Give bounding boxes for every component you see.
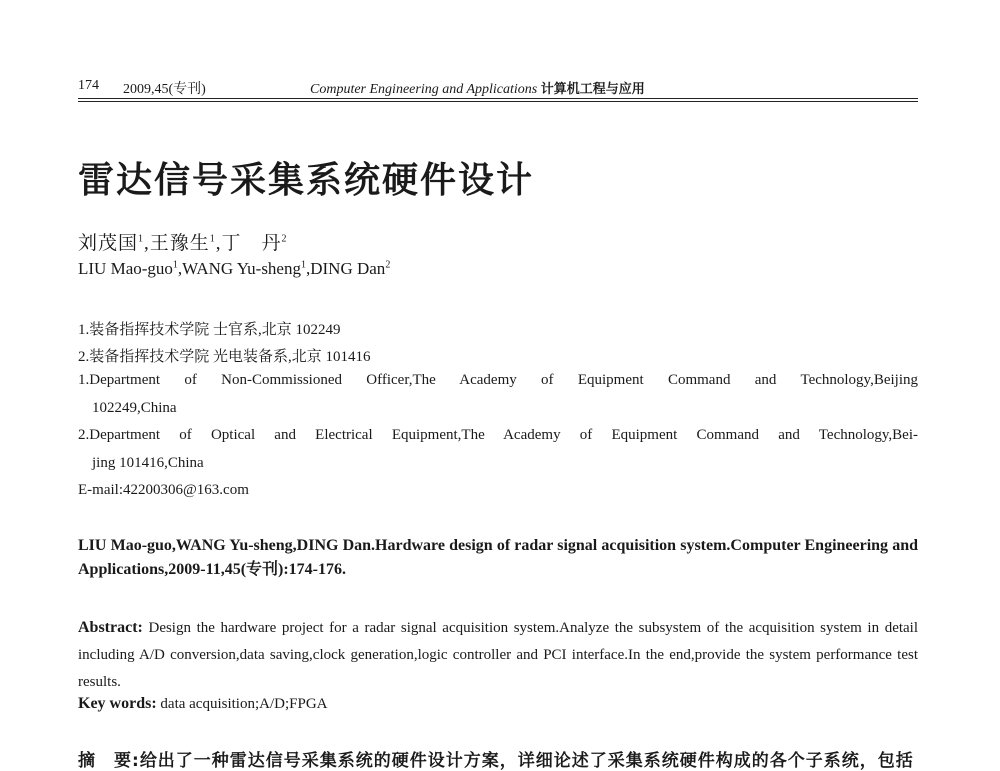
- authors-cn: 刘茂国$^1$,王豫生$^1$,丁 丹$^2$: [78, 233, 288, 254]
- header-rule-secondary: [78, 101, 918, 102]
- author-affil-sup: 2: [281, 233, 288, 245]
- abstract-cn-label: 摘 要:: [78, 751, 140, 771]
- affiliation-en-1: 1.Department of Non-Commissioned Officer,The Academy of Equipment Command and Technology,Beijing: [78, 372, 918, 388]
- affiliation-en-1-cont: 102249,China: [92, 400, 177, 416]
- authors-en: LIU Mao-guo$^1$,WANG Yu-sheng$^1$,DING Dan$^2$: [78, 259, 391, 278]
- journal-name-en: Computer Engineering and Applications: [310, 82, 538, 97]
- author-affil-sup: 1: [138, 233, 145, 245]
- abstract-text: Design the hardware project for a radar signal acquisition system.Analyze the subsystem of the acquisition system in detail including A/D conversion,data saving,clock generation,logic controller and PCI interface.In the end,provide the system performance test results.: [78, 620, 919, 690]
- author-cn: 丁 丹: [221, 233, 282, 254]
- keywords-text: data acquisition;A/D;FPGA: [160, 696, 328, 712]
- abstract: [78, 614, 918, 696]
- abstract-cn: [78, 746, 914, 771]
- abstract-cn-text: 给出了一种雷达信号采集系统的硬件设计方案，详细论述了采集系统硬件构成的各个子系统，包括: [139, 751, 914, 771]
- paper-title: 雷达信号采集系统硬件设计: [78, 159, 535, 201]
- author-affil-sup: 2: [385, 259, 391, 271]
- journal-name: [310, 78, 645, 98]
- affiliation-cn-1: 1.装备指挥技术学院 士官系,北京 102249: [78, 322, 341, 338]
- abstract-label: Abstract:: [78, 619, 143, 636]
- affiliation-en-2-cont: jing 101416,China: [92, 455, 204, 471]
- author-affil-sup: 1: [172, 259, 178, 271]
- email: E-mail:42200306@163.com: [78, 482, 249, 498]
- author-affil-sup: 1: [209, 233, 216, 245]
- header-rule: [78, 98, 918, 99]
- running-header: [78, 78, 920, 100]
- author-en: WANG Yu-sheng: [182, 259, 301, 278]
- author-cn: 刘茂国: [78, 233, 139, 254]
- issue-info: 2009,45(专刊): [123, 82, 206, 97]
- journal-name-cn: 计算机工程与应用: [540, 82, 645, 97]
- citation: LIU Mao-guo,WANG Yu-sheng,DING Dan.Hardware design of radar signal acquisition system.Computer Engineering and Applications,2009-11,45(专刊):174-176.: [78, 537, 918, 578]
- affiliation-cn-2: 2.装备指挥技术学院 光电装备系,北京 101416: [78, 349, 371, 365]
- keywords-label: Key words:: [78, 695, 157, 712]
- page-number: 174: [78, 78, 99, 93]
- affiliation-en-2: 2.Department of Optical and Electrical Equipment,The Academy of Equipment Command and Technology,Bei-: [78, 427, 918, 443]
- author-cn: 王豫生: [149, 233, 210, 254]
- author-en: DING Dan: [310, 259, 386, 278]
- keywords: [78, 695, 327, 713]
- author-affil-sup: 1: [300, 259, 306, 271]
- author-en: LIU Mao-guo: [78, 259, 173, 278]
